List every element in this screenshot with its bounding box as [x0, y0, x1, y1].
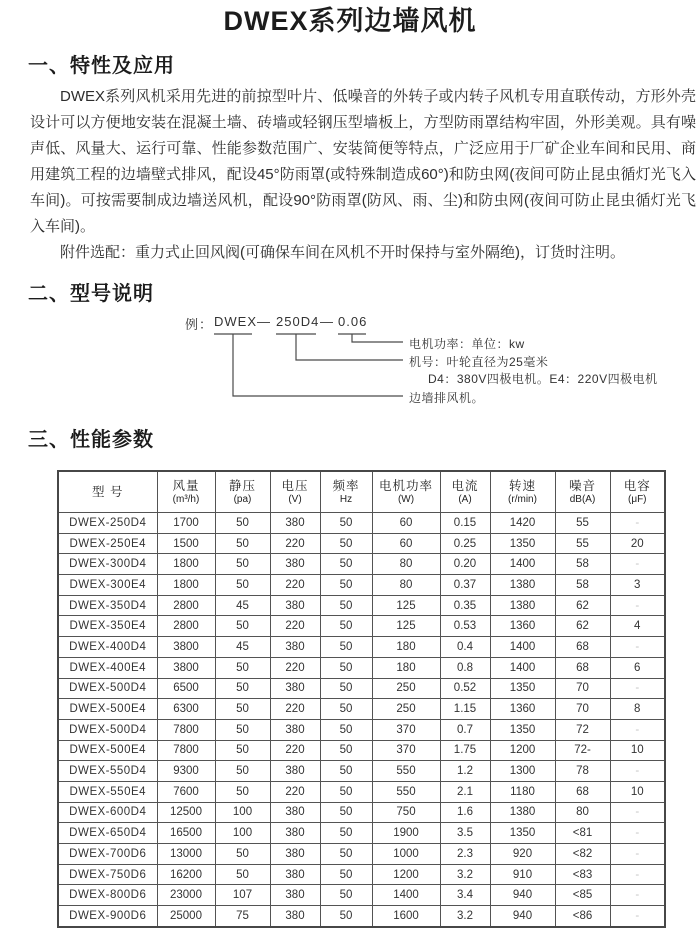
table-row [58, 657, 665, 678]
value-cell: 380 [270, 906, 320, 927]
value-cell: 940 [490, 885, 555, 906]
value-cell: 10 [610, 781, 665, 802]
accessories-paragraph: 附件选配：重力式止回风阀(可确保车间在风机不开时保持与室外隔绝)，订货时注明。 [60, 244, 625, 261]
value-cell: 1.2 [440, 761, 490, 782]
value-cell: - [610, 513, 665, 534]
column-header: 转速 (r/min) [490, 471, 555, 513]
value-cell: 50 [320, 740, 372, 761]
value-cell: 3800 [157, 637, 215, 658]
column-header: 型 号 [58, 471, 157, 513]
table-row [58, 719, 665, 740]
value-cell: 940 [490, 906, 555, 927]
column-header: 静压 (pa) [215, 471, 270, 513]
value-cell: 0.7 [440, 719, 490, 740]
model-cell: DWEX-500E4 [58, 740, 157, 761]
value-cell: 72 [555, 719, 610, 740]
value-cell: - [610, 802, 665, 823]
model-cell: DWEX-500D4 [58, 719, 157, 740]
features-paragraph: DWEX系列风机采用先进的前掠型叶片、低噪音的外转子或内转子风机专用直联传动，方形外壳设计可以方便地安装在混凝土墙、砖墙或轻钢压型墙板上，方型防雨罩结构牢固，外形美观。具有噪声低、风量大、运行可靠、性能参数范围广、安装简便等特点，广泛应用于厂矿企业车间和民用、商用建筑工程的边墙壁式排风，配设45°防雨罩(或特殊制造成60°)和防虫网(夜间可防止昆虫循灯光飞入车间)。可按需要制成边墙送风机，配设90°防雨罩(防风、雨、尘)和防虫网(夜间可防止昆虫循灯光飞入车间)。 [30, 88, 696, 235]
value-cell: - [610, 637, 665, 658]
value-cell: - [610, 761, 665, 782]
value-cell: 1400 [372, 885, 440, 906]
model-cell: DWEX-500D4 [58, 678, 157, 699]
value-cell: 9300 [157, 761, 215, 782]
value-cell: 50 [320, 616, 372, 637]
value-cell: 107 [215, 885, 270, 906]
table-row [58, 740, 665, 761]
value-cell: 380 [270, 823, 320, 844]
table-header-row [58, 471, 665, 513]
value-cell: 2.3 [440, 844, 490, 865]
table-row [58, 533, 665, 554]
value-cell: 58 [555, 554, 610, 575]
model-cell: DWEX-600D4 [58, 802, 157, 823]
value-cell: 1800 [157, 575, 215, 596]
value-cell: 12500 [157, 802, 215, 823]
value-cell: 50 [320, 554, 372, 575]
value-cell: 55 [555, 513, 610, 534]
value-cell: 0.37 [440, 575, 490, 596]
value-cell: - [610, 864, 665, 885]
value-cell: 550 [372, 781, 440, 802]
value-cell: 50 [215, 844, 270, 865]
value-cell: 60 [372, 533, 440, 554]
value-cell: 1300 [490, 761, 555, 782]
value-cell: 50 [320, 637, 372, 658]
performance-table [57, 470, 666, 928]
column-header: 电容 (μF) [610, 471, 665, 513]
value-cell: 380 [270, 595, 320, 616]
value-cell: 50 [215, 678, 270, 699]
value-cell: 1360 [490, 616, 555, 637]
value-cell: 1.15 [440, 699, 490, 720]
value-cell: 1350 [490, 533, 555, 554]
value-cell: - [610, 906, 665, 927]
page-title: DWEX系列边墙风机 [223, 6, 477, 36]
table-row [58, 844, 665, 865]
value-cell: 50 [320, 844, 372, 865]
value-cell: 3.2 [440, 864, 490, 885]
table-row [58, 595, 665, 616]
value-cell: 6300 [157, 699, 215, 720]
label-impeller-size: 机号：叶轮直径为25毫米 [409, 355, 549, 369]
value-cell: 80 [555, 802, 610, 823]
value-cell: 370 [372, 740, 440, 761]
value-cell: 50 [215, 761, 270, 782]
value-cell: 68 [555, 637, 610, 658]
value-cell: <85 [555, 885, 610, 906]
example-dash-1: — [257, 314, 271, 329]
value-cell: 50 [215, 533, 270, 554]
value-cell: 50 [320, 823, 372, 844]
value-cell: 0.8 [440, 657, 490, 678]
value-cell: 380 [270, 802, 320, 823]
table-row [58, 699, 665, 720]
table-body [58, 513, 665, 927]
column-header: 电机功率 (W) [372, 471, 440, 513]
value-cell: 125 [372, 595, 440, 616]
value-cell: 8 [610, 699, 665, 720]
value-cell: 25000 [157, 906, 215, 927]
value-cell: 50 [215, 719, 270, 740]
label-motor-type: D4：380V四极电机。E4：220V四极电机 [428, 372, 658, 386]
section-heading-model: 二、型号说明 [28, 283, 154, 305]
value-cell: 50 [215, 864, 270, 885]
example-power-code: 0.06 [338, 314, 368, 329]
value-cell: 62 [555, 616, 610, 637]
value-cell: 1400 [490, 554, 555, 575]
value-cell: 70 [555, 678, 610, 699]
label-fan-type: 边墙排风机。 [409, 391, 485, 405]
value-cell: 1600 [372, 906, 440, 927]
value-cell: 920 [490, 844, 555, 865]
value-cell: 50 [320, 781, 372, 802]
value-cell: 250 [372, 699, 440, 720]
value-cell: 50 [215, 657, 270, 678]
value-cell: 1200 [372, 864, 440, 885]
value-cell: 50 [320, 678, 372, 699]
table-row [58, 781, 665, 802]
table-row [58, 906, 665, 927]
value-cell: - [610, 844, 665, 865]
model-cell: DWEX-800D6 [58, 885, 157, 906]
table-row [58, 885, 665, 906]
column-header: 电压 (V) [270, 471, 320, 513]
value-cell: 1400 [490, 637, 555, 658]
value-cell: 1200 [490, 740, 555, 761]
value-cell: 50 [320, 864, 372, 885]
value-cell: 1380 [490, 575, 555, 596]
value-cell: 7800 [157, 719, 215, 740]
value-cell: 55 [555, 533, 610, 554]
value-cell: 50 [215, 554, 270, 575]
value-cell: 62 [555, 595, 610, 616]
value-cell: 3.4 [440, 885, 490, 906]
value-cell: 0.52 [440, 678, 490, 699]
value-cell: 3800 [157, 657, 215, 678]
value-cell: <82 [555, 844, 610, 865]
value-cell: 1180 [490, 781, 555, 802]
table-row [58, 554, 665, 575]
table-row [58, 678, 665, 699]
value-cell: 7800 [157, 740, 215, 761]
example-prefix: 例： [185, 317, 214, 332]
value-cell: 50 [320, 719, 372, 740]
value-cell: 220 [270, 699, 320, 720]
value-cell: 50 [320, 699, 372, 720]
value-cell: <81 [555, 823, 610, 844]
value-cell: 60 [372, 513, 440, 534]
value-cell: 50 [215, 699, 270, 720]
value-cell: 0.4 [440, 637, 490, 658]
value-cell: 220 [270, 533, 320, 554]
value-cell: 2800 [157, 616, 215, 637]
value-cell: <86 [555, 906, 610, 927]
value-cell: <83 [555, 864, 610, 885]
value-cell: 75 [215, 906, 270, 927]
example-dash-2: — [320, 314, 334, 329]
model-cell: DWEX-300D4 [58, 554, 157, 575]
value-cell: - [610, 823, 665, 844]
value-cell: 50 [320, 761, 372, 782]
value-cell: 380 [270, 637, 320, 658]
value-cell: 50 [215, 740, 270, 761]
model-cell: DWEX-400D4 [58, 637, 157, 658]
model-cell: DWEX-500E4 [58, 699, 157, 720]
table-row [58, 575, 665, 596]
value-cell: 220 [270, 616, 320, 637]
value-cell: 70 [555, 699, 610, 720]
value-cell: 1.75 [440, 740, 490, 761]
value-cell: 45 [215, 595, 270, 616]
section-heading-performance: 三、性能参数 [28, 429, 154, 451]
model-cell: DWEX-550D4 [58, 761, 157, 782]
value-cell: 50 [320, 906, 372, 927]
value-cell: 380 [270, 844, 320, 865]
value-cell: - [610, 678, 665, 699]
value-cell: 380 [270, 885, 320, 906]
column-header: 噪音 dB(A) [555, 471, 610, 513]
value-cell: 58 [555, 575, 610, 596]
table-row [58, 823, 665, 844]
value-cell: 220 [270, 575, 320, 596]
value-cell: 380 [270, 678, 320, 699]
model-cell: DWEX-400E4 [58, 657, 157, 678]
value-cell: 3 [610, 575, 665, 596]
value-cell: - [610, 885, 665, 906]
column-header: 风量 (m³/h) [157, 471, 215, 513]
value-cell: 125 [372, 616, 440, 637]
model-cell: DWEX-300E4 [58, 575, 157, 596]
document-page [0, 4, 700, 922]
model-cell: DWEX-700D6 [58, 844, 157, 865]
label-motor-power: 电机功率：单位：kw [409, 337, 525, 351]
table-row [58, 864, 665, 885]
value-cell: 1350 [490, 823, 555, 844]
value-cell: 50 [320, 885, 372, 906]
value-cell: 50 [215, 513, 270, 534]
value-cell: 50 [320, 657, 372, 678]
value-cell: 7600 [157, 781, 215, 802]
value-cell: 380 [270, 761, 320, 782]
value-cell: 380 [270, 554, 320, 575]
value-cell: 68 [555, 657, 610, 678]
value-cell: 50 [215, 575, 270, 596]
value-cell: 0.25 [440, 533, 490, 554]
model-cell: DWEX-250D4 [58, 513, 157, 534]
value-cell: 23000 [157, 885, 215, 906]
value-cell: 50 [320, 513, 372, 534]
model-cell: DWEX-900D6 [58, 906, 157, 927]
value-cell: 380 [270, 864, 320, 885]
value-cell: 2800 [157, 595, 215, 616]
column-header: 电流 (A) [440, 471, 490, 513]
features-text-block [30, 84, 696, 266]
example-series-code: DWEX [214, 314, 257, 329]
value-cell: 80 [372, 554, 440, 575]
value-cell: 50 [320, 575, 372, 596]
value-cell: 13000 [157, 844, 215, 865]
value-cell: 100 [215, 802, 270, 823]
value-cell: 1500 [157, 533, 215, 554]
value-cell: 1400 [490, 657, 555, 678]
value-cell: 100 [215, 823, 270, 844]
table-row [58, 802, 665, 823]
model-cell: DWEX-350D4 [58, 595, 157, 616]
value-cell: - [610, 554, 665, 575]
value-cell: 1350 [490, 719, 555, 740]
model-cell: DWEX-350E4 [58, 616, 157, 637]
value-cell: 80 [372, 575, 440, 596]
section-heading-features: 一、特性及应用 [28, 55, 175, 77]
value-cell: 0.35 [440, 595, 490, 616]
table-row [58, 761, 665, 782]
value-cell: - [610, 719, 665, 740]
model-cell: DWEX-650D4 [58, 823, 157, 844]
model-cell: DWEX-550E4 [58, 781, 157, 802]
example-size-code: 250D4 [276, 314, 320, 329]
value-cell: 72- [555, 740, 610, 761]
value-cell: 3.5 [440, 823, 490, 844]
value-cell: 1420 [490, 513, 555, 534]
value-cell: 380 [270, 513, 320, 534]
value-cell: 50 [320, 595, 372, 616]
value-cell: 2.1 [440, 781, 490, 802]
value-cell: 1.6 [440, 802, 490, 823]
value-cell: - [610, 595, 665, 616]
table-row [58, 513, 665, 534]
value-cell: 220 [270, 740, 320, 761]
value-cell: 16500 [157, 823, 215, 844]
column-header: 频率 Hz [320, 471, 372, 513]
value-cell: 1380 [490, 802, 555, 823]
value-cell: 50 [215, 616, 270, 637]
value-cell: 6500 [157, 678, 215, 699]
table-row [58, 616, 665, 637]
value-cell: 370 [372, 719, 440, 740]
value-cell: 0.20 [440, 554, 490, 575]
value-cell: 380 [270, 719, 320, 740]
value-cell: 0.15 [440, 513, 490, 534]
value-cell: 4 [610, 616, 665, 637]
value-cell: 10 [610, 740, 665, 761]
model-cell: DWEX-750D6 [58, 864, 157, 885]
model-code-diagram [0, 310, 700, 422]
model-cell: DWEX-250E4 [58, 533, 157, 554]
value-cell: 20 [610, 533, 665, 554]
value-cell: 50 [215, 781, 270, 802]
value-cell: 750 [372, 802, 440, 823]
value-cell: 6 [610, 657, 665, 678]
value-cell: 250 [372, 678, 440, 699]
value-cell: 1350 [490, 678, 555, 699]
value-cell: 45 [215, 637, 270, 658]
value-cell: 50 [320, 533, 372, 554]
value-cell: 550 [372, 761, 440, 782]
table-row [58, 637, 665, 658]
value-cell: 3.2 [440, 906, 490, 927]
value-cell: 1800 [157, 554, 215, 575]
value-cell: 50 [320, 802, 372, 823]
value-cell: 1700 [157, 513, 215, 534]
value-cell: 220 [270, 657, 320, 678]
value-cell: 220 [270, 781, 320, 802]
value-cell: 16200 [157, 864, 215, 885]
value-cell: 1360 [490, 699, 555, 720]
value-cell: 1000 [372, 844, 440, 865]
value-cell: 910 [490, 864, 555, 885]
value-cell: 180 [372, 657, 440, 678]
value-cell: 180 [372, 637, 440, 658]
value-cell: 78 [555, 761, 610, 782]
value-cell: 1900 [372, 823, 440, 844]
value-cell: 68 [555, 781, 610, 802]
value-cell: 0.53 [440, 616, 490, 637]
value-cell: 1380 [490, 595, 555, 616]
